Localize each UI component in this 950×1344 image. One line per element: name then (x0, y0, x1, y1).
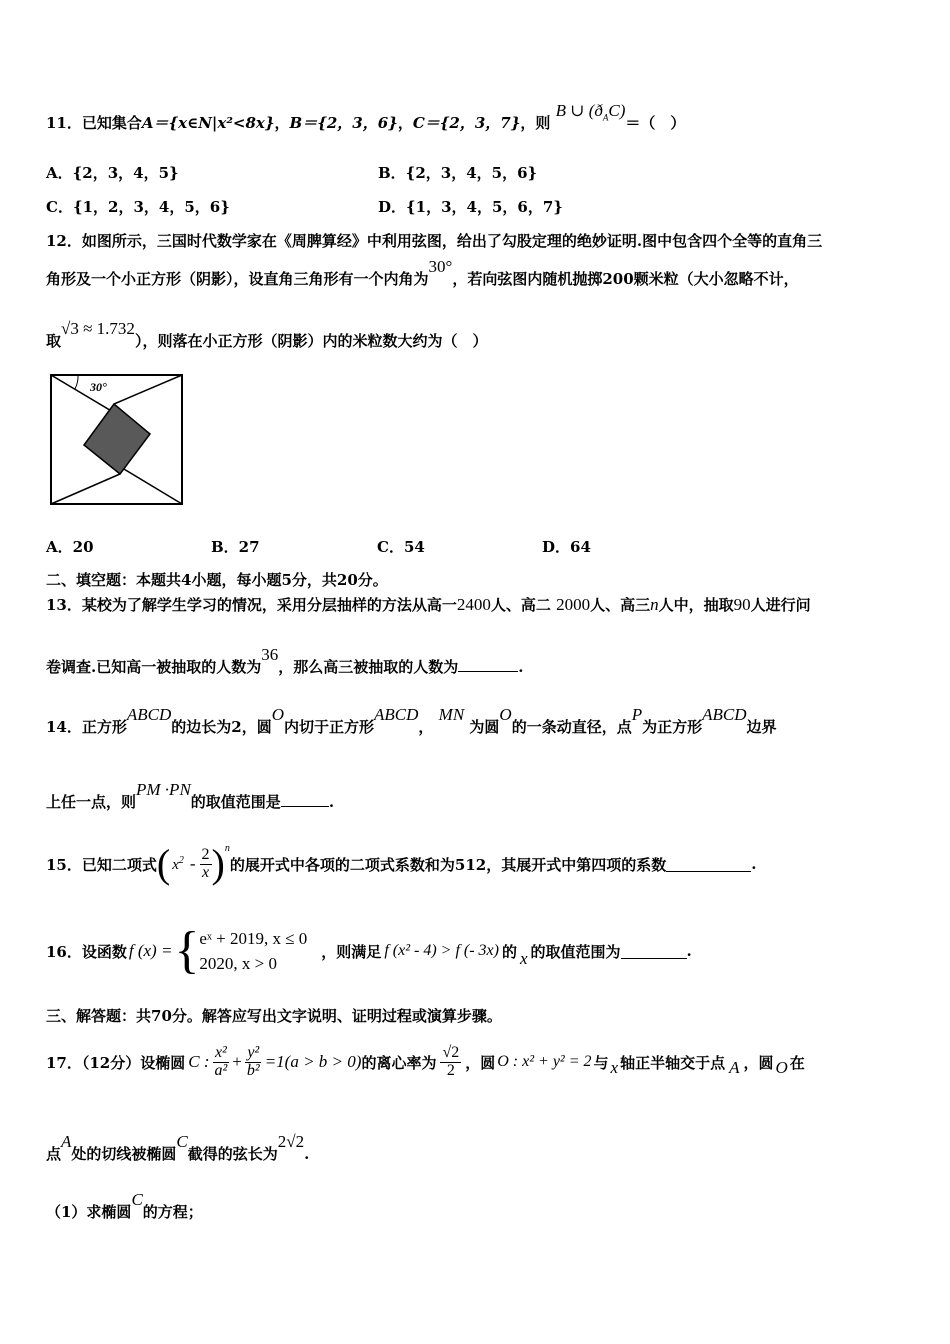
q12-option-b[interactable]: B．27 (211, 538, 260, 556)
q14-line-2: 上任一点，则PM ·PN的取值范围是 . (46, 780, 335, 811)
answer-blank[interactable] (666, 857, 751, 872)
complement-expression: B ∪ $(ð_AC)$ (555, 101, 626, 123)
q17-line-2: 点A处的切线被椭圆C截得的弦长为2√2. (46, 1132, 310, 1163)
q12-option-c[interactable]: C．54 (377, 538, 425, 556)
angle-30: 30° (428, 257, 453, 276)
q11-option-c[interactable]: C．{1，2，3，4，5，6} (46, 198, 230, 216)
q13-line-2: 卷调查.已知高一被抽取的人数为36，那么高三被抽取的人数为 . (46, 645, 524, 676)
q12-option-a[interactable]: A．20 (46, 538, 94, 556)
section-fill-in-header: 二、填空题：本题共4小题，每小题5分，共20分。 (46, 571, 388, 589)
q17-part-1: （1）求椭圆C的方程； (46, 1190, 203, 1221)
q11-option-b[interactable]: B．{2，3，4，5，6} (378, 164, 538, 182)
set-b: B＝{2，3，6} (289, 114, 398, 132)
set-c: C＝{2，3，7} (412, 114, 521, 132)
q11-number: 11． (46, 114, 82, 132)
answer-blank[interactable] (458, 657, 518, 672)
q13-line-1: 13．某校为了解学生学习的情况，采用分层抽样的方法从高一2400人、高二 2000人、高三n人中，抽取90人进行问 (46, 595, 811, 614)
q12-option-d[interactable]: D．64 (542, 538, 591, 556)
q11-option-a[interactable]: A．{2，3，4，5} (46, 164, 179, 182)
answer-blank[interactable] (281, 792, 329, 807)
set-a: A＝{x∈N|x²<8x} (141, 114, 275, 132)
q14-line-1: 14．正方形ABCD的边长为2，圆O内切于正方形ABCD， MN 为圆O的一条动直径，点P为正方形ABCD边界 (46, 705, 777, 736)
q16-stem: 16．设函数 f (x) = { eˣ + 2019, x ≤ 0 2020, x > 0 ，则满足 f (x² - 4) > f (- 3x) 的 x 的取值范围为 . (46, 922, 692, 979)
q11-option-d[interactable]: D．{1，3，4，5，6，7} (378, 198, 563, 216)
angle-label: 30° (90, 380, 107, 394)
q12-line-3: 取√3 ≈ 1.732），则落在小正方形（阴影）内的米粒数大约为（ ） (46, 319, 488, 350)
chord-figure (48, 372, 186, 508)
q11-stem: 11．已知集合A＝{x∈N|x²<8x}，B＝{2，3，6}，C＝{2，3，7}，则 B ∪ $(ð_AC)=$（ ） (46, 101, 686, 132)
q17-line-1: 17．（12分）设椭圆 C : $\frac{\text{x²}}{\text{a²}}$ + $\frac{\text{y²}}{\text{b²}}$ =1(a > b > 0) 的离心率为 $\frac{√2}{2}$ ，圆 O : x² + y² = 2 与 x 轴正半轴交于点 A ，圆 O 在 (46, 1043, 805, 1079)
q12-line-1: 12．如图所示，三国时代数学家在《周脾算经》中利用弦图，给出了勾股定理的绝妙证明.图中包含四个全等的直角三 (46, 232, 823, 250)
q12-line-2: 角形及一个小正方形（阴影），设直角三角形有一个内角为30°，若向弦图内随机抛掷200颗米粒（大小忽略不计， (46, 257, 799, 288)
section-solve-header: 三、解答题：共70分。解答应写出文字说明、证明过程或演算步骤。 (46, 1007, 502, 1025)
sqrt3-approx: √3 ≈ 1.732 (61, 319, 135, 338)
answer-blank[interactable] (621, 944, 687, 959)
q15-stem: 15．已知二项式 ( $x^2$ - $\frac{2}{x}$ ) $^n$ 的展开式中各项的二项式系数和为512，其展开式中第四项的系数 . (46, 841, 757, 886)
